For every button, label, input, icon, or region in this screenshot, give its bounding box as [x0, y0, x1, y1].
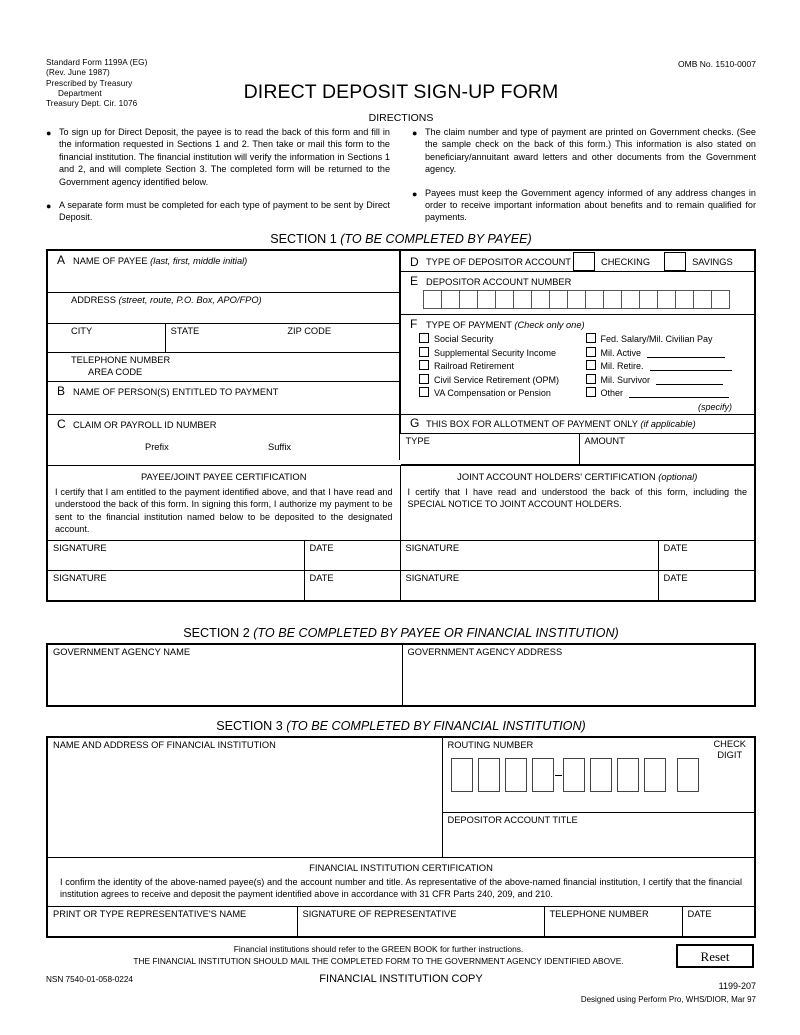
footer-meta	[46, 973, 756, 1004]
allotment-grid	[401, 434, 755, 465]
option-civil-service-retirement[interactable]	[419, 374, 586, 388]
account-digit-box[interactable]	[675, 290, 694, 309]
check-digit-label	[713, 739, 746, 761]
section-1-grid	[48, 251, 754, 600]
check-digit-box[interactable]	[677, 758, 699, 792]
field-allotment-type[interactable]	[401, 434, 580, 465]
fi-cert-title: FINANCIAL INSTITUTION CERTIFICATION	[309, 862, 493, 873]
date-label: DATE	[309, 543, 334, 554]
fi-cert-body: I confirm the identity of the above-named payee(s) and the account number and title. As representative of the above-named financial institution, I certify that the financial institution agrees to receive and deposit the payment identified above in accordance with 31 CFR Parts 240, 209, and 210.	[60, 877, 742, 900]
field-allotment-header	[401, 415, 755, 434]
rep-signature-label: SIGNATURE OF REPRESENTATIVE	[302, 908, 457, 919]
field-letter-g: G	[410, 416, 420, 430]
field-date-2[interactable]	[658, 541, 754, 571]
section-2-box	[46, 643, 756, 707]
fi-rep-row	[48, 906, 754, 936]
direction-text: A separate form must be completed for each type of payment to be sent by Direct Deposit.	[59, 200, 390, 223]
field-signature-1[interactable]	[48, 541, 304, 571]
mil-retire-input[interactable]	[650, 361, 732, 371]
section-1-left-column	[48, 251, 400, 466]
field-agency-name[interactable]	[48, 645, 402, 705]
section-2-heading	[46, 626, 756, 643]
field-allotment-amount[interactable]	[579, 434, 754, 465]
field-signature-4[interactable]	[400, 571, 658, 601]
field-label	[48, 251, 399, 267]
account-digit-box[interactable]	[621, 290, 640, 309]
option-label: Mil. Active	[600, 347, 642, 358]
field-letter-f: F	[410, 317, 418, 331]
field-letter-d: D	[410, 254, 419, 269]
direction-item	[412, 126, 756, 176]
allotment-label: THIS BOX FOR ALLOTMENT OF PAYMENT ONLY	[426, 419, 641, 429]
field-routing-number[interactable]	[442, 738, 754, 813]
allotment-type-label: TYPE	[405, 436, 430, 446]
payment-type-label: TYPE OF PAYMENT	[426, 320, 515, 330]
field-address[interactable]	[48, 293, 400, 324]
field-label	[48, 415, 399, 431]
direction-text: To sign up for Direct Deposit, the payee is to read the back of this form and fill in the information requested in Sections 1 and 2. Then take or mail this form to the financial institution. The financial institution will verify the information in Sections 1 and 2, and will complete Section 3. The completed form will be returned to the Government agency identified below.	[59, 127, 390, 187]
page-title: DIRECT DEPOSIT SIGN-UP FORM	[243, 81, 559, 103]
city-label: CITY	[71, 326, 93, 336]
direction-item	[412, 187, 756, 224]
section-3-heading-italic: (TO BE COMPLETED BY FINANCIAL INSTITUTION)	[286, 719, 586, 733]
account-digit-box[interactable]	[459, 290, 478, 309]
option-ssi[interactable]	[419, 347, 586, 361]
joint-certification	[400, 466, 754, 541]
option-label: Supplemental Security Income	[434, 347, 557, 358]
routing-digit-box[interactable]	[451, 758, 473, 792]
option-va-compensation[interactable]	[419, 387, 586, 401]
field-depositor-account-type[interactable]	[401, 251, 755, 272]
field-agency-address[interactable]	[402, 645, 754, 705]
bullet-icon: ●	[412, 128, 418, 138]
name-of-payee-hint: (last, first, middle initial)	[150, 256, 248, 266]
field-depositor-account-title[interactable]	[442, 813, 754, 858]
signature-label: SIGNATURE	[405, 543, 460, 554]
mil-active-input[interactable]	[647, 348, 725, 358]
section-2-heading-italic: (TO BE COMPLETED BY PAYEE OR FINANCIAL INSTITUTION)	[253, 626, 619, 640]
account-digit-box[interactable]	[549, 290, 568, 309]
checkbox[interactable]	[586, 360, 596, 370]
claim-id-label: CLAIM OR PAYROLL ID NUMBER	[73, 420, 217, 430]
option-mil-active[interactable]	[586, 347, 754, 361]
agency-name-label: GOVERNMENT AGENCY NAME	[53, 647, 191, 657]
name-of-payee-label: NAME OF PAYEE	[73, 256, 151, 266]
field-letter-b: B	[57, 384, 66, 398]
field-letter-e: E	[410, 274, 419, 288]
field-depositor-account-number[interactable]	[401, 272, 755, 315]
allotment-fields	[401, 434, 755, 466]
account-digit-box[interactable]	[567, 290, 586, 309]
field-label	[401, 251, 754, 271]
form-id-line-2: (Rev. June 1987)	[46, 68, 110, 78]
savings-label: SAVINGS	[692, 256, 733, 267]
field-claim-id[interactable]	[48, 415, 400, 461]
option-label: Mil. Survivor	[600, 374, 651, 385]
section-2	[46, 626, 756, 707]
option-railroad-retirement[interactable]	[419, 360, 586, 374]
account-digit-box[interactable]	[423, 290, 442, 309]
option-label: Railroad Retirement	[434, 361, 515, 371]
account-digit-box[interactable]	[531, 290, 550, 309]
field-label	[401, 415, 754, 430]
account-type-label: TYPE OF DEPOSITOR ACCOUNT	[426, 256, 571, 267]
green-book-notice: Financial institutions should refer to the GREEN BOOK for further instructions.	[233, 944, 524, 954]
payment-options-right	[586, 333, 754, 414]
section-3-heading-main: SECTION 3	[216, 719, 287, 733]
section-3	[46, 719, 756, 938]
payment-options-left	[419, 333, 586, 414]
bullet-icon: ●	[46, 201, 52, 212]
checkbox[interactable]	[419, 360, 429, 370]
other-input[interactable]	[629, 388, 729, 398]
routing-digit-box[interactable]	[590, 758, 612, 792]
routing-digit-box[interactable]	[644, 758, 666, 792]
account-digit-box[interactable]	[657, 290, 676, 309]
direction-item	[46, 126, 390, 188]
option-other[interactable]	[586, 387, 754, 401]
field-type-of-payment	[401, 315, 755, 415]
checkbox[interactable]	[586, 374, 596, 384]
section-1-box	[46, 249, 756, 602]
field-zip[interactable]	[282, 324, 399, 353]
section-1-heading-italic: (TO BE COMPLETED BY PAYEE)	[340, 232, 532, 246]
option-fed-salary[interactable]	[586, 333, 754, 347]
copy-label: FINANCIAL INSTITUTION COPY	[319, 973, 483, 985]
field-date-3[interactable]	[304, 571, 400, 601]
rep-telephone-label: TELEPHONE NUMBER	[549, 908, 649, 919]
account-digit-box[interactable]	[711, 290, 730, 309]
field-city[interactable]	[48, 324, 165, 353]
check-digit-line-1: CHECK	[713, 739, 746, 749]
signature-area	[48, 540, 754, 600]
option-label: Other	[600, 388, 624, 398]
checkbox[interactable]	[419, 347, 429, 357]
joint-cert-optional: (optional)	[658, 471, 698, 482]
payee-cert-body: I certify that I am entitled to the payment identified above, and that I have read and understood the back of this form. In signing this form, I authorize my payment to be sent to the financial institution named below to be deposited to the designated account.	[55, 487, 393, 534]
designed-using-note: Designed using Perform Pro, WHS/DIOR, Mar 97	[580, 995, 756, 1004]
directions-section	[46, 126, 756, 235]
option-label: Social Security	[434, 334, 494, 344]
checking-checkbox[interactable]	[573, 252, 595, 271]
joint-cert-body: I certify that I have read and understood the back of this form, including the SPECIAL NOTICE TO JOINT ACCOUNT HOLDERS.	[407, 487, 747, 510]
directions-heading: DIRECTIONS	[368, 112, 434, 124]
fi-certification	[48, 858, 754, 906]
person-entitled-label: NAME OF PERSON(S) ENTITLED TO PAYMENT	[73, 387, 279, 397]
joint-cert-title	[401, 466, 755, 486]
payee-cert-title: PAYEE/JOINT PAYEE CERTIFICATION	[141, 471, 307, 482]
allotment-hint: (if applicable)	[640, 419, 696, 429]
option-label: VA Compensation or Pension	[434, 388, 551, 398]
allotment-amount-label: AMOUNT	[584, 436, 625, 446]
account-number-boxes[interactable]	[401, 290, 754, 309]
joint-cert-title-main: JOINT ACCOUNT HOLDERS' CERTIFICATION	[457, 471, 659, 482]
field-label	[48, 382, 399, 398]
field-state[interactable]	[165, 324, 282, 353]
state-label: STATE	[170, 326, 200, 336]
mail-notice: THE FINANCIAL INSTITUTION SHOULD MAIL THE COMPLETED FORM TO THE GOVERNMENT AGENCY IDENTIFIED ABOVE.	[133, 955, 624, 966]
field-label	[401, 272, 754, 288]
omb-number: OMB No. 1510-0007	[678, 59, 756, 69]
checkbox[interactable]	[419, 387, 429, 397]
field-signature-3[interactable]	[48, 571, 304, 601]
form-number: 1199-207	[718, 981, 756, 991]
area-code-label: AREA CODE	[88, 367, 143, 377]
section-3-grid	[48, 738, 754, 936]
field-name-of-payee[interactable]	[48, 251, 400, 293]
section-3-box	[46, 736, 756, 938]
field-rep-date[interactable]	[682, 906, 754, 936]
direction-text: The claim number and type of payment are printed on Government checks. (See the sample check on the back of this form.) This information is also stated on beneficiary/annuitant award letters and other documents from the Government agency.	[425, 127, 756, 175]
checkbox[interactable]	[586, 347, 596, 357]
section-1-heading-main: SECTION 1	[270, 232, 341, 246]
option-label: Fed. Salary/Mil. Civilian Pay	[600, 334, 713, 344]
date-label: DATE	[663, 573, 688, 584]
signature-label: SIGNATURE	[53, 573, 107, 584]
form-id-line-4: Department	[58, 88, 102, 98]
routing-digit-box[interactable]	[532, 758, 554, 792]
form-id-line-1: Standard Form 1199A (EG)	[46, 58, 148, 67]
field-telephone[interactable]	[48, 353, 400, 382]
rep-name-label: PRINT OR TYPE REPRESENTATIVE'S NAME	[53, 908, 247, 919]
field-date-4[interactable]	[658, 571, 754, 601]
account-digit-box[interactable]	[441, 290, 460, 309]
field-person-entitled[interactable]	[48, 382, 400, 415]
account-number-label: DEPOSITOR ACCOUNT NUMBER	[426, 277, 572, 287]
account-digit-box[interactable]	[495, 290, 514, 309]
section-2-heading-main: SECTION 2	[183, 626, 254, 640]
account-digit-box[interactable]	[639, 290, 658, 309]
routing-digit-box[interactable]	[617, 758, 639, 792]
date-label: DATE	[309, 573, 334, 584]
depositor-account-title-label: DEPOSITOR ACCOUNT TITLE	[447, 815, 578, 825]
checking-label: CHECKING	[600, 256, 651, 267]
section-1-heading	[46, 232, 756, 249]
suffix-label: Suffix	[268, 442, 292, 452]
telephone-label: TELEPHONE NUMBER	[71, 355, 171, 365]
field-letter-c: C	[57, 417, 66, 431]
field-rep-name[interactable]	[48, 906, 297, 936]
fi-rep-grid	[48, 906, 754, 936]
form-id-line-5: Treasury Dept. Cir. 1076	[46, 99, 138, 109]
specify-hint: (specify)	[697, 401, 732, 412]
checkbox[interactable]	[586, 333, 596, 343]
account-digit-box[interactable]	[477, 290, 496, 309]
reset-button[interactable]: Reset	[676, 944, 754, 968]
section-3-heading	[46, 719, 756, 736]
routing-digit-box[interactable]	[505, 758, 527, 792]
signature-label: SIGNATURE	[53, 543, 107, 554]
bullet-icon: ●	[412, 188, 418, 199]
address-hint: (street, route, P.O. Box, APO/FPO)	[118, 295, 262, 305]
payment-type-hint: (Check only one)	[514, 320, 585, 330]
agency-address-label: GOVERNMENT AGENCY ADDRESS	[407, 647, 563, 657]
footer-notices	[46, 944, 711, 967]
routing-boxes[interactable]	[443, 750, 755, 792]
field-label	[48, 293, 399, 305]
directions-column-left	[46, 126, 390, 235]
account-digit-box[interactable]	[513, 290, 532, 309]
savings-checkbox[interactable]	[664, 252, 686, 271]
date-label: DATE	[663, 543, 688, 554]
nsn-number: NSN 7540-01-058-0224	[46, 975, 133, 984]
address-label: ADDRESS	[71, 295, 119, 305]
routing-separator-dash	[555, 775, 562, 776]
checkbox[interactable]	[419, 333, 429, 343]
account-info-grid	[400, 251, 754, 465]
field-signature-2[interactable]	[400, 541, 658, 571]
section-1	[46, 232, 756, 602]
signature-label: SIGNATURE	[405, 573, 460, 584]
rep-date-label: DATE	[687, 908, 712, 919]
signature-grid	[48, 540, 754, 600]
direction-item	[46, 199, 390, 224]
check-digit-line-2: DIGIT	[717, 750, 743, 760]
section-2-grid	[48, 645, 754, 705]
prefix-label: Prefix	[145, 442, 169, 452]
form-id-line-3: Prescribed by Treasury	[46, 78, 133, 88]
payee-info-grid	[48, 251, 400, 460]
field-rep-telephone[interactable]	[544, 906, 682, 936]
bullet-icon: ●	[46, 128, 52, 138]
option-mil-survivor[interactable]	[586, 374, 754, 388]
checkbox[interactable]	[419, 374, 429, 384]
section-1-right-column	[400, 251, 754, 466]
account-digit-box[interactable]	[693, 290, 712, 309]
field-label	[401, 315, 754, 331]
option-label: Civil Service Retirement (OPM)	[434, 374, 560, 385]
field-date-1[interactable]	[304, 541, 400, 571]
field-fi-name-address[interactable]	[48, 738, 442, 858]
account-digit-box[interactable]	[603, 290, 622, 309]
fi-name-label: NAME AND ADDRESS OF FINANCIAL INSTITUTION	[53, 740, 276, 750]
routing-digit-box[interactable]	[563, 758, 585, 792]
option-label: Mil. Retire.	[600, 361, 644, 371]
routing-digit-box[interactable]	[478, 758, 500, 792]
mil-survivor-input[interactable]	[656, 375, 723, 385]
account-digit-box[interactable]	[585, 290, 604, 309]
option-mil-retire[interactable]	[586, 360, 754, 374]
payee-certification	[48, 466, 400, 541]
directions-column-right	[412, 126, 756, 235]
checkbox[interactable]	[586, 387, 596, 397]
field-letter-a: A	[57, 253, 66, 267]
routing-number-label: ROUTING NUMBER	[447, 740, 534, 750]
direction-text: Payees must keep the Government agency informed of any address changes in order to receive important information about benefits and to remain qualified for payments.	[425, 187, 756, 223]
field-rep-signature[interactable]	[297, 906, 544, 936]
zip-label: ZIP CODE	[287, 326, 332, 336]
option-social-security[interactable]	[419, 333, 586, 347]
